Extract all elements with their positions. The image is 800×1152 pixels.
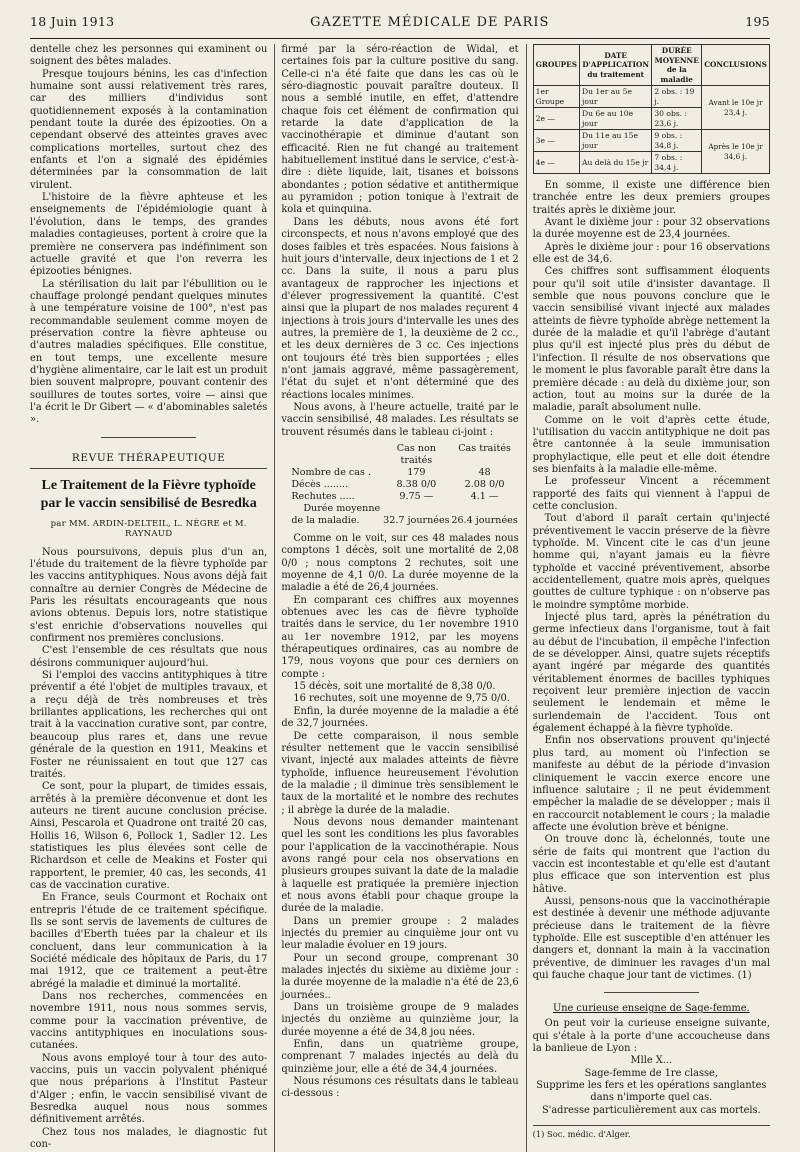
table-row <box>281 515 518 527</box>
table-cell: 2.08 0/0 <box>464 479 505 490</box>
table-cell: Avant le 10e jr 23,4 j. <box>702 86 770 130</box>
header-date: 18 Juin 1913 <box>30 14 115 29</box>
divider <box>101 437 196 438</box>
table-cell: 7 obs. : 34,4 j. <box>652 152 702 174</box>
paragraph: L'histoire de la fièvre aphteuse et les enseignements de l'épidémiologie quant à l'évolution, dans le temps, des grandes maladies contagieuses, portent à croire que la première ne conservera pas indéfiniment son actuelle gravité et que l'on reverra les épizooties bénignes. <box>30 192 268 278</box>
paragraph: Enfin, dans un quatrième groupe, comprenant 7 malades injectés au delà du quinzième jour, elle a été de 34,4 journées. <box>281 1039 519 1075</box>
results-table <box>281 443 518 527</box>
table-cell: Décès ........ <box>291 479 349 490</box>
table-cell: Après le 10e jr 34,6 j. <box>702 130 770 174</box>
table-cell: 4.1 — <box>470 491 499 502</box>
paragraph: De cette comparaison, il nous semble résulter nettement que le vaccin sensibilisé vivant, injecté aux malades atteints de fièvre typhoïde, influence heureusement l'évolution de la maladie ; il diminue très sensiblement le taux de la mortalité et le nombre des rechutes ; il abrège la durée de la maladie. <box>281 730 519 816</box>
table-header-row <box>533 45 769 86</box>
table-row <box>533 86 769 108</box>
table-cell: Au delà du 15e jr <box>580 152 652 174</box>
paragraph: Dans les débuts, nous avons été fort circonspects, et nous n'avons employé que des doses faibles et très espacées. Nous faisions à huit jours d'intervalle, deux injections de 1 et 2 cc. Dans la suite, il nous a paru plus avantageux de rapprocher les injections et d'élever progressivement la quantité. C'est ainsi que la plupart de nos malades reçurent 4 injections à trois jours d'intervalle les unes des autres, la première de 1, la deuxième de 2 cc., et les deux dernières de 3 cc. Ces injections ont toujours été très bien supportées ; elles n'ont jamais aggravé, même passagèrement, l'état du sujet et n'ont déterminé que des réactions locales minimes. <box>281 216 519 401</box>
table-header: CONCLUSIONS <box>702 45 770 86</box>
table-cell: Nombre de cas . <box>291 467 372 478</box>
paragraph: Nous devons nous demander maintenant quel les sont les conditions les plus favorables pour l'application de la vaccinothérapie. Nous avons rangé pour cela nos observations en plusieurs groupes suivant la date de la maladie à laquelle est pratiquée la première injection et nous avons établi pour chaque groupe la durée de la maladie. <box>281 816 519 915</box>
paragraph: Tout d'abord il paraît certain qu'injecté préventivement le vaccin préserve de la fièvre typhoïde. M. Vincent cite le cas d'un jeune homme qui, n'ayant jamais eu la fièvre typhoïde et vacciné préventivement, absorbe accidentellement, quatre mois après, quelques gouttes de culture typhique : on n'observe pas le moindre symptôme morbide. <box>532 513 770 611</box>
paragraph: La stérilisation du lait par l'ébullition ou le chauffage prolongé pendant quelques minutes à une température voisine de 100°, n'est pas recommandable seulement comme moyen de préservation contre la fièvre aphteuse ou d'autres maladies spécifiques. Elle constitue, en tout temps, une excellente mesure d'hygiène alimentaire, car le lait est un produit bien souvent malpropre, pouvant contenir des souillures de toutes sortes, voire — ainsi que l'a écrit le Dr Gibert — « d'abominables saletés ». <box>30 278 268 426</box>
table-cell: 30 obs. : 23,6 j. <box>652 108 702 130</box>
table-cell: 2 obs. : 19 j. <box>652 86 702 108</box>
paragraph: Chez tous nos malades, le diagnostic fut con- <box>30 1126 268 1151</box>
sign-line: Sage-femme de 1re classe, <box>584 1067 718 1079</box>
paragraph: Injecté plus tard, après la pénétration du germe infectieux dans l'organisme, tout à fait au début de l'incubation, il empêche l'infection de se développer. Ainsi, quatre sujets réceptifs ayant ingéré par mégarde des quantités véritablement énormes de bacilles typhiques reçoivent leur première injection de vaccin seulement le lendemain et même le surlendemain de l'accident. Tous ont également échappé à la fièvre typhoïde. <box>532 612 770 735</box>
paragraph: En somme, il existe une différence bien tranchée entre les deux premiers groupes traités après le dixième jour. <box>532 180 770 216</box>
article-columns <box>30 44 770 1151</box>
table-cell: Du 11e au 15e jour <box>580 130 652 152</box>
table-cell: Rechutes ..... <box>291 491 355 502</box>
paragraph: Enfin nos observations prouvent qu'injecté plus tard, au moment où l'infection se manifeste au début de la période d'invasion cliniquement le vaccin exerce encore une influence salutaire ; il ne peut évidemment empêcher la maladie de se développer ; mais il en raccourcit notablement le cours ; la maladie affecte une évolution brève et bénigne. <box>532 735 770 833</box>
column-1 <box>30 44 267 1152</box>
sign-line: dans n'importe quel cas. <box>590 1092 713 1104</box>
paragraph: Nous avons, à l'heure actuelle, traité par le vaccin sensibilisé, 48 malades. Les résultats se trouvent résumés dans le tableau ci-joint : <box>281 401 519 438</box>
notice-title: Une curieuse enseigne de Sage-femme. <box>552 1003 750 1015</box>
table-cell: 1er Groupe <box>533 86 579 108</box>
paragraph: En comparant ces chiffres aux moyennes obtenues avec les cas de fièvre typhoïde traités dans le service, du 1er novembre 1910 au 1er novembre 1912, par les moyens thérapeutiques ordinaires, cas au nombre de 179, nous voyons que pour ces derniers on compte : <box>281 594 519 680</box>
table-row <box>281 467 518 479</box>
paragraph: On peut voir la curieuse enseigne suivante, qui s'étale à la porte d'une accoucheuse dans la banlieue de Lyon : <box>532 1018 770 1055</box>
section-title: REVUE THÉRAPEUTIQUE <box>30 452 267 469</box>
table-cell: 2e — <box>533 108 579 130</box>
table-header: DATE D'APPLICATION du traitement <box>580 45 652 86</box>
paragraph: 16 rechutes, soit une moyenne de 9,75 0/0. <box>293 693 510 705</box>
paragraph: Comme on le voit, sur ces 48 malades nous comptons 1 décès, soit une mortalité de 2,08 0/0 ; nous comptons 2 rechutes, soit une moyenne de 4,1 0/0. La durée moyenne de la maladie a été de 26,4 journées. <box>281 533 519 594</box>
paragraph: Aussi, pensons-nous que la vaccinothérapie est destinée à devenir une méthode adjuvante précieuse dans le traitement de la fièvre typhoïde. Elle est susceptible d'en atténuer les dangers et, donnant la main à la vaccination préventive, de diminuer les ravages d'un mal qui fauche chaque jour tant de victimes. (1) <box>532 895 770 981</box>
table-cell: Du 6e au 10e jour <box>580 108 652 130</box>
paragraph: On trouve donc là, échelonnés, toute une série de faits qui montrent que l'action du vaccin est incontestable et qu'elle est d'autant plus efficace que son intervention est plus hâtive. <box>532 834 770 895</box>
table-row <box>281 479 518 491</box>
table-cell: 4e — <box>533 152 579 174</box>
table-cell: Durée moyenne <box>303 503 381 514</box>
footnote: (1) Soc. médic. d'Alger. <box>533 1125 770 1139</box>
table-cell <box>389 503 454 515</box>
paragraph: Ces chiffres sont suffisamment éloquents pour qu'il soit utile d'insister davantage. Il semble que nous pouvons conclure que le vaccin sensibilisé vivant injecté aux malades atteints de fièvre typhoïde abrège nettement la durée de la maladie et qu'il l'abrège d'autant plus qu'il est injecté plus près du début de l'infection. Il résulte de nos observations que le moment le plus favorable paraît être dans la première décade : au delà du dixième jour, son action, tout au moins sur la durée de la maladie, paraît absolument nulle. <box>532 266 770 414</box>
article-title-line-2: par le vaccin sensibilisé de Besredka <box>40 495 257 511</box>
table-cell: 9.75 — <box>399 491 434 502</box>
table-cell: 26.4 journées <box>451 515 518 526</box>
table-cell: 9 obs. : 34,8 j. <box>652 130 702 152</box>
article-title-line-1: Le Traitement de la Fièvre typhoïde <box>41 477 256 493</box>
paragraph: Avant le dixième jour : pour 32 observations la durée moyenne est de 23,4 journées. <box>532 217 770 241</box>
paragraph: Dans un troisième groupe de 9 malades injectés du onzième au quinzième jour, la durée moyenne a été de 34,8 jou nées. <box>281 1002 519 1038</box>
paragraph: Nous avons employé tour à tour des auto-vaccins, puis un vaccin polyvalent phéniqué que nous préparions à l'Institut Pasteur d'Alger ; enfin, le vaccin sensibilisé vivant de Besredka auquel nous nous sommes définitivement arrêtés. <box>30 1052 268 1126</box>
paragraph: Le professeur Vincent a récemment rapporté des faits qui viennent à l'appui de cette conclusion. <box>532 476 770 512</box>
paragraph: firmé par la séro-réaction de Widal, et certaines fois par la culture positive du sang. Celle-ci n'a été faite que dans les cas où le séro-diagnostic pouvait paraître douteux. Il nous a semblé inutile, en effet, d'attendre chaque fois cet élément de confirmation qui retarde la date d'application de la vaccinothérapie et diminue d'autant son efficacité. Rien ne fut changé au traitement habituellement institué dans le service, c'est-à-dire : diète liquide, lait, tisanes et boissons abondantes ; potion sédative et antithermique au pyramidon ; potion tonique à l'extrait de kola et quinquina. <box>281 44 519 216</box>
table-cell: de la maladie. <box>291 515 360 526</box>
sign-text <box>533 1055 770 1116</box>
table-cell: 48 <box>478 467 491 478</box>
paragraph: 15 décès, soit une mortalité de 8,38 0/0. <box>293 681 496 693</box>
paragraph: En France, seuls Courmont et Rochaix ont entrepris l'étude de ce traitement spécifique. Ils se sont servis de lavements de cultures de bacilles d'Eberth tuées par la chaleur et ils concluent, dans leur communication à la Société médicale des hôpitaux de Paris, du 17 mai 1912, que ce traitement a peut-être abrégé la maladie et diminué la mortalité. <box>30 892 268 990</box>
paragraph: Enfin, la durée moyenne de la maladie a été de 32,7 journées. <box>281 705 519 730</box>
table-header: Cas traités <box>458 443 511 454</box>
sign-line: Mlle X... <box>630 1055 673 1067</box>
paragraph: Après le dixième jour : pour 16 observations elle est de 34,6. <box>532 241 770 266</box>
article-title <box>30 477 267 513</box>
table-cell: 32.7 journées <box>383 515 450 526</box>
table-header: Cas non traités <box>396 443 436 466</box>
column-2 <box>281 44 518 1152</box>
table-header: DURÉE MOYENNE de la maladie <box>652 45 702 86</box>
paragraph: Ce sont, pour la plupart, de timides essais, arrêtés à la première déconvenue et dont les auteurs ne tirent aucune conclusion précise. Ainsi, Pescarola et Quadrone ont traité 20 cas, Hollis 16, Wilson 6, Pollock 1, Sadler 12. Les statistiques les plus élevées sont celle de Richardson et celle de Meakins et Foster qui rapportent, le premier, 40 cas, les seconds, 41 cas de vaccination curative. <box>30 781 268 891</box>
table-row <box>533 130 769 152</box>
journal-title: GAZETTE MÉDICALE DE PARIS <box>310 15 550 30</box>
paragraph: Pour un second groupe, comprenant 30 malades injectés du sixième au dixième jour : la durée moyenne de la maladie n'a été de 23,6 journées.. <box>281 952 519 1001</box>
table-header-row <box>281 443 518 467</box>
table-cell: Du 1er au 5e jour <box>580 86 652 108</box>
table-cell: 8.38 0/0 <box>396 479 437 490</box>
page-header <box>30 14 770 39</box>
table-row <box>281 491 518 503</box>
paragraph: C'est l'ensemble de ces résultats que nous désirons communiquer aujourd'hui. <box>30 645 268 669</box>
article-authors: par MM. ARDIN-DELTEIL, L. NÈGRE et M. RAYNAUD <box>50 518 247 539</box>
column-3 <box>533 44 770 1152</box>
page-number: 195 <box>745 14 770 29</box>
sign-line: S'adresse particulièrement aux cas mortels. <box>541 1104 761 1116</box>
groups-table <box>533 44 770 174</box>
sign-line: Supprime les fers et les opérations sanglantes <box>536 1079 767 1091</box>
table-header: GROUPES <box>533 45 579 86</box>
paragraph: Dans un premier groupe : 2 malades injectés du premier au cinquième jour ont vu leur maladie évoluer en 19 jours. <box>281 915 519 952</box>
paragraph: Dans nos recherches, commencées en novembre 1911, nous nous sommes servis, comme pour la vaccination préventive, de vaccins antityphiques en inoculations sous-cutanées. <box>30 991 268 1052</box>
table-cell <box>454 503 519 515</box>
paragraph: Comme on le voit d'après cette étude, l'utilisation du vaccin antityphique ne doit pas être cantonnée à la seule immunisation prophylactique, elle peut et elle doit étendre ses bienfaits à la maladie elle-même. <box>532 414 770 475</box>
divider <box>604 992 699 993</box>
paragraph: dentelle chez les personnes qui examinent ou soignent des bêtes malades. <box>30 44 268 68</box>
paragraph: Nous poursuivons, depuis plus d'un an, l'étude du traitement de la fièvre typhoïde par les vaccins antityphiques. Nous avons déjà fait connaître au dernier Congrès de Médecine de Paris les résultats encourageants que nous avions obtenus. Depuis lors, notre statistique s'est enrichie d'observations nouvelles qui confirment nos premières conclusions. <box>30 546 268 645</box>
paragraph: Nous résumons ces résultats dans le tableau ci-dessous : <box>281 1076 519 1100</box>
table-row <box>281 503 518 515</box>
paragraph: Si l'emploi des vaccins antityphiques à titre préventif a été l'objet de multiples travaux, et a reçu déjà de très nombreuses et très brillantes applications, les recherches qui ont trait à la vaccination curative sont, par contre, beaucoup plus rares et, dans une revue générale de la question en 1911, Meakins et Foster ne réunissaient en tout que 127 cas traités. <box>30 670 268 780</box>
paragraph: Presque toujours bénins, les cas d'infection humaine sont aussi relativement très rares, car des milliers d'individus sont quotidiennement exposés à la contamination pendant toute la durée des épizooties. On a cependant observé des atteintes graves avec complications mortelles, surtout chez des enfants et l'on a signalé des épidémies déterminées par la consommation de lait virulent. <box>30 68 268 191</box>
table-cell: 3e — <box>533 130 579 152</box>
table-cell: 179 <box>407 467 426 478</box>
